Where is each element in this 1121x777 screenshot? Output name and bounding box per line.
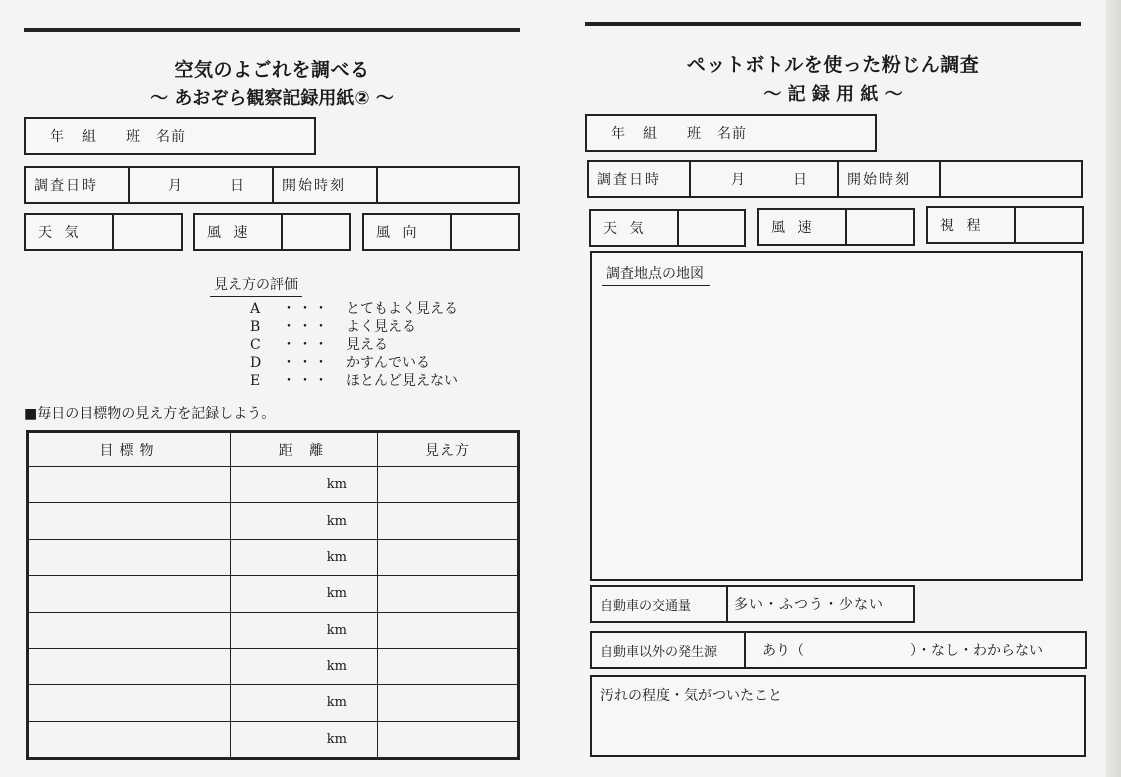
visibility-cell[interactable] [378,648,518,684]
traffic-volume-options[interactable]: 多い・ふつう・少ない [734,597,884,613]
left-page-subtitle: ～ あおぞら観察記録用紙② ～ [150,88,394,109]
month-label: 月 [731,172,749,188]
nen-label: 年 [50,129,68,145]
right-wind-speed-field[interactable] [757,208,915,246]
table-row [29,503,518,539]
distance-cell[interactable]: km [231,612,378,648]
name-label: 名前 [717,126,747,142]
other-source-present-option[interactable]: あり（ [762,643,804,659]
survey-map-label: 調査地点の地図 [602,263,710,286]
left-weather-field[interactable] [24,213,183,251]
right-top-rule [585,22,1081,26]
table-row [29,612,518,648]
han-label: 班 [687,126,705,142]
wind-speed-label: 風 速 [759,210,847,244]
right-visibility-range-field[interactable] [926,206,1084,244]
visibility-scale-title: 見え方の評価 [210,274,302,297]
start-time-label: 開始時刻 [837,162,941,196]
other-source-field[interactable] [590,631,1087,669]
distance-cell[interactable]: km [231,576,378,612]
survey-datetime-label: 調査日時 [26,168,130,202]
traffic-volume-field[interactable] [590,585,915,623]
start-time-input[interactable] [931,162,1081,196]
target-table [26,430,520,760]
start-time-input[interactable] [368,168,518,202]
target-cell[interactable] [29,503,231,539]
left-top-rule [24,28,520,32]
visibility-cell[interactable] [378,503,518,539]
col-header-target: 目標物 [29,433,231,467]
distance-cell[interactable]: km [231,721,378,757]
traffic-volume-label: 自動車の交通量 [592,587,728,621]
left-date-row [24,166,520,204]
wind-speed-label: 風 速 [195,215,283,249]
record-instruction: ■毎日の目標物の見え方を記録しよう。 [24,406,276,422]
month-label: 月 [168,178,186,194]
day-label: 日 [793,172,811,188]
visibility-cell[interactable] [378,685,518,721]
left-wind-direction-field[interactable] [362,213,520,251]
left-wind-speed-field[interactable] [193,213,351,251]
weather-label: 天 気 [26,215,114,249]
visibility-cell[interactable] [378,612,518,648]
distance-cell[interactable]: km [231,685,378,721]
right-date-row [587,160,1083,198]
table-row [29,576,518,612]
han-label: 班 [126,129,144,145]
other-source-other-options[interactable]: ）・なし・わからない [910,643,1043,659]
visibility-range-label: 視 程 [928,208,1016,242]
table-row [29,685,518,721]
right-weather-field[interactable] [589,209,746,247]
name-label: 名前 [156,129,186,145]
distance-cell[interactable]: km [231,539,378,575]
survey-datetime-label: 調査日時 [589,162,691,196]
target-cell[interactable] [29,539,231,575]
kumi-label: 組 [643,126,661,142]
wind-direction-label: 風 向 [364,215,452,249]
target-cell[interactable] [29,648,231,684]
distance-cell[interactable]: km [231,648,378,684]
visibility-cell[interactable] [378,576,518,612]
binder-edge [1106,0,1121,777]
nen-label: 年 [611,126,629,142]
visibility-scale: A ・・・ とてもよく見える B ・・・ よく見える C ・・・ 見える D ・・・ かすんでいる E ・・・ ほとんど見えない [250,301,458,389]
table-row [29,648,518,684]
distance-cell[interactable]: km [231,503,378,539]
distance-cell[interactable]: km [231,467,378,503]
table-row [29,539,518,575]
kumi-label: 組 [82,129,100,145]
weather-label: 天 気 [591,211,679,245]
visibility-cell[interactable] [378,539,518,575]
start-time-label: 開始時刻 [272,168,378,202]
target-cell[interactable] [29,612,231,648]
target-cell[interactable] [29,721,231,757]
day-label: 日 [230,178,248,194]
target-cell[interactable] [29,685,231,721]
col-header-visibility: 見え方 [378,433,518,467]
notes-field[interactable] [590,675,1086,757]
table-row [29,721,518,757]
right-page-subtitle: ～ 記 録 用 紙 ～ [763,84,903,105]
right-name-field[interactable] [585,114,877,152]
right-page-title: ペットボトルを使った粉じん調査 [686,54,980,76]
target-cell[interactable] [29,467,231,503]
other-source-label: 自動車以外の発生源 [592,633,746,667]
target-cell[interactable] [29,576,231,612]
left-name-field[interactable] [24,117,316,155]
col-header-distance: 距 離 [231,433,378,467]
visibility-cell[interactable] [378,721,518,757]
survey-map-area[interactable] [590,251,1083,581]
visibility-cell[interactable] [378,467,518,503]
notes-label: 汚れの程度・気がついたこと [600,688,782,704]
table-row [29,467,518,503]
left-page-title: 空気のよごれを調べる [174,59,370,81]
